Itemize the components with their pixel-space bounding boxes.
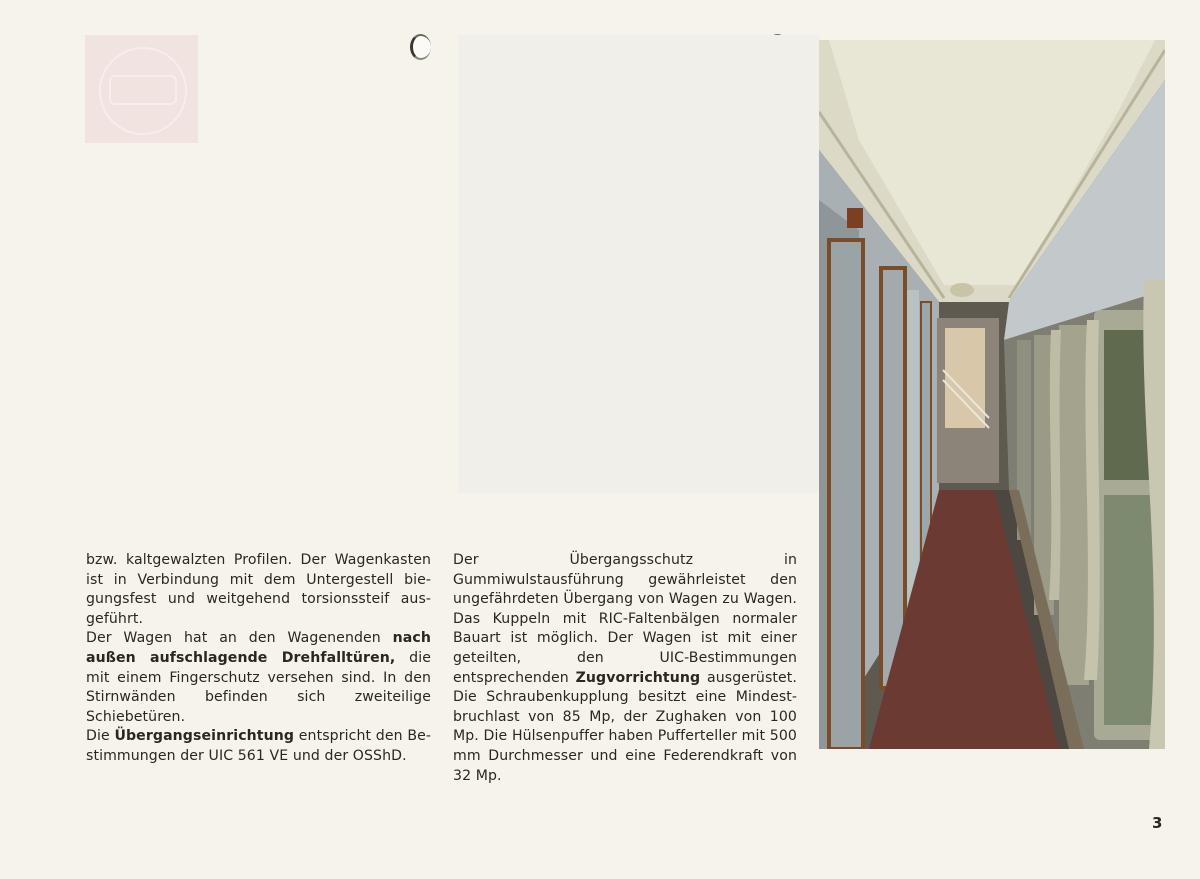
text-column-right bbox=[453, 551, 797, 786]
emphasis: Zugvorrichtung bbox=[575, 669, 701, 686]
bleed-through-photo bbox=[458, 35, 820, 493]
paragraph: Der Wagen hat an den Wagenenden nach außen aufschlagende Drehfalltüren, die mit einem Fingerschutz versehen sind. In den Stirnwänden befinden sich zweiteilige Schiebetüren. bbox=[86, 630, 431, 725]
emphasis: nach außen aufschlagende Drehfalltüren, bbox=[86, 630, 431, 666]
faded-logo bbox=[85, 35, 198, 143]
paragraph: Die Übergangseinrichtung entspricht den Bestimmungen der UIC 561 VE und der OSShD. bbox=[86, 728, 431, 764]
emphasis: Übergangseinrichtung bbox=[114, 728, 295, 745]
paragraph: Der Übergangsschutz in Gummiwulstausführung gewährleistet den ungefährdeten Übergang von Wagen zu Wagen. Das Kuppeln mit RIC-Faltenbälgen normaler Bauart ist möglich. Der Wagen ist mit einer geteilten, den UIC-Bestimmungen entsprechenden Zugvorrichtung ausgerüstet. Die Schraubenkupplung besitzt eine Mindestbruchlast von 85 Mp, der Zughaken von 100 Mp. Die Hülsenpuffer haben Pufferteller mit 500 mm Durchmesser und eine Federendkraft von 32 Mp. bbox=[453, 552, 797, 784]
corridor-photo bbox=[819, 40, 1165, 749]
page-number: 3 bbox=[1152, 814, 1163, 832]
text-column-left bbox=[86, 551, 431, 767]
paragraph: bzw. kaltgewalzten Profilen. Der Wagenkasten ist in Verbindung mit dem Untergestell biegungsfest und weitgehend torsionssteif ausgeführt. bbox=[86, 552, 431, 627]
punch-hole bbox=[410, 34, 431, 60]
